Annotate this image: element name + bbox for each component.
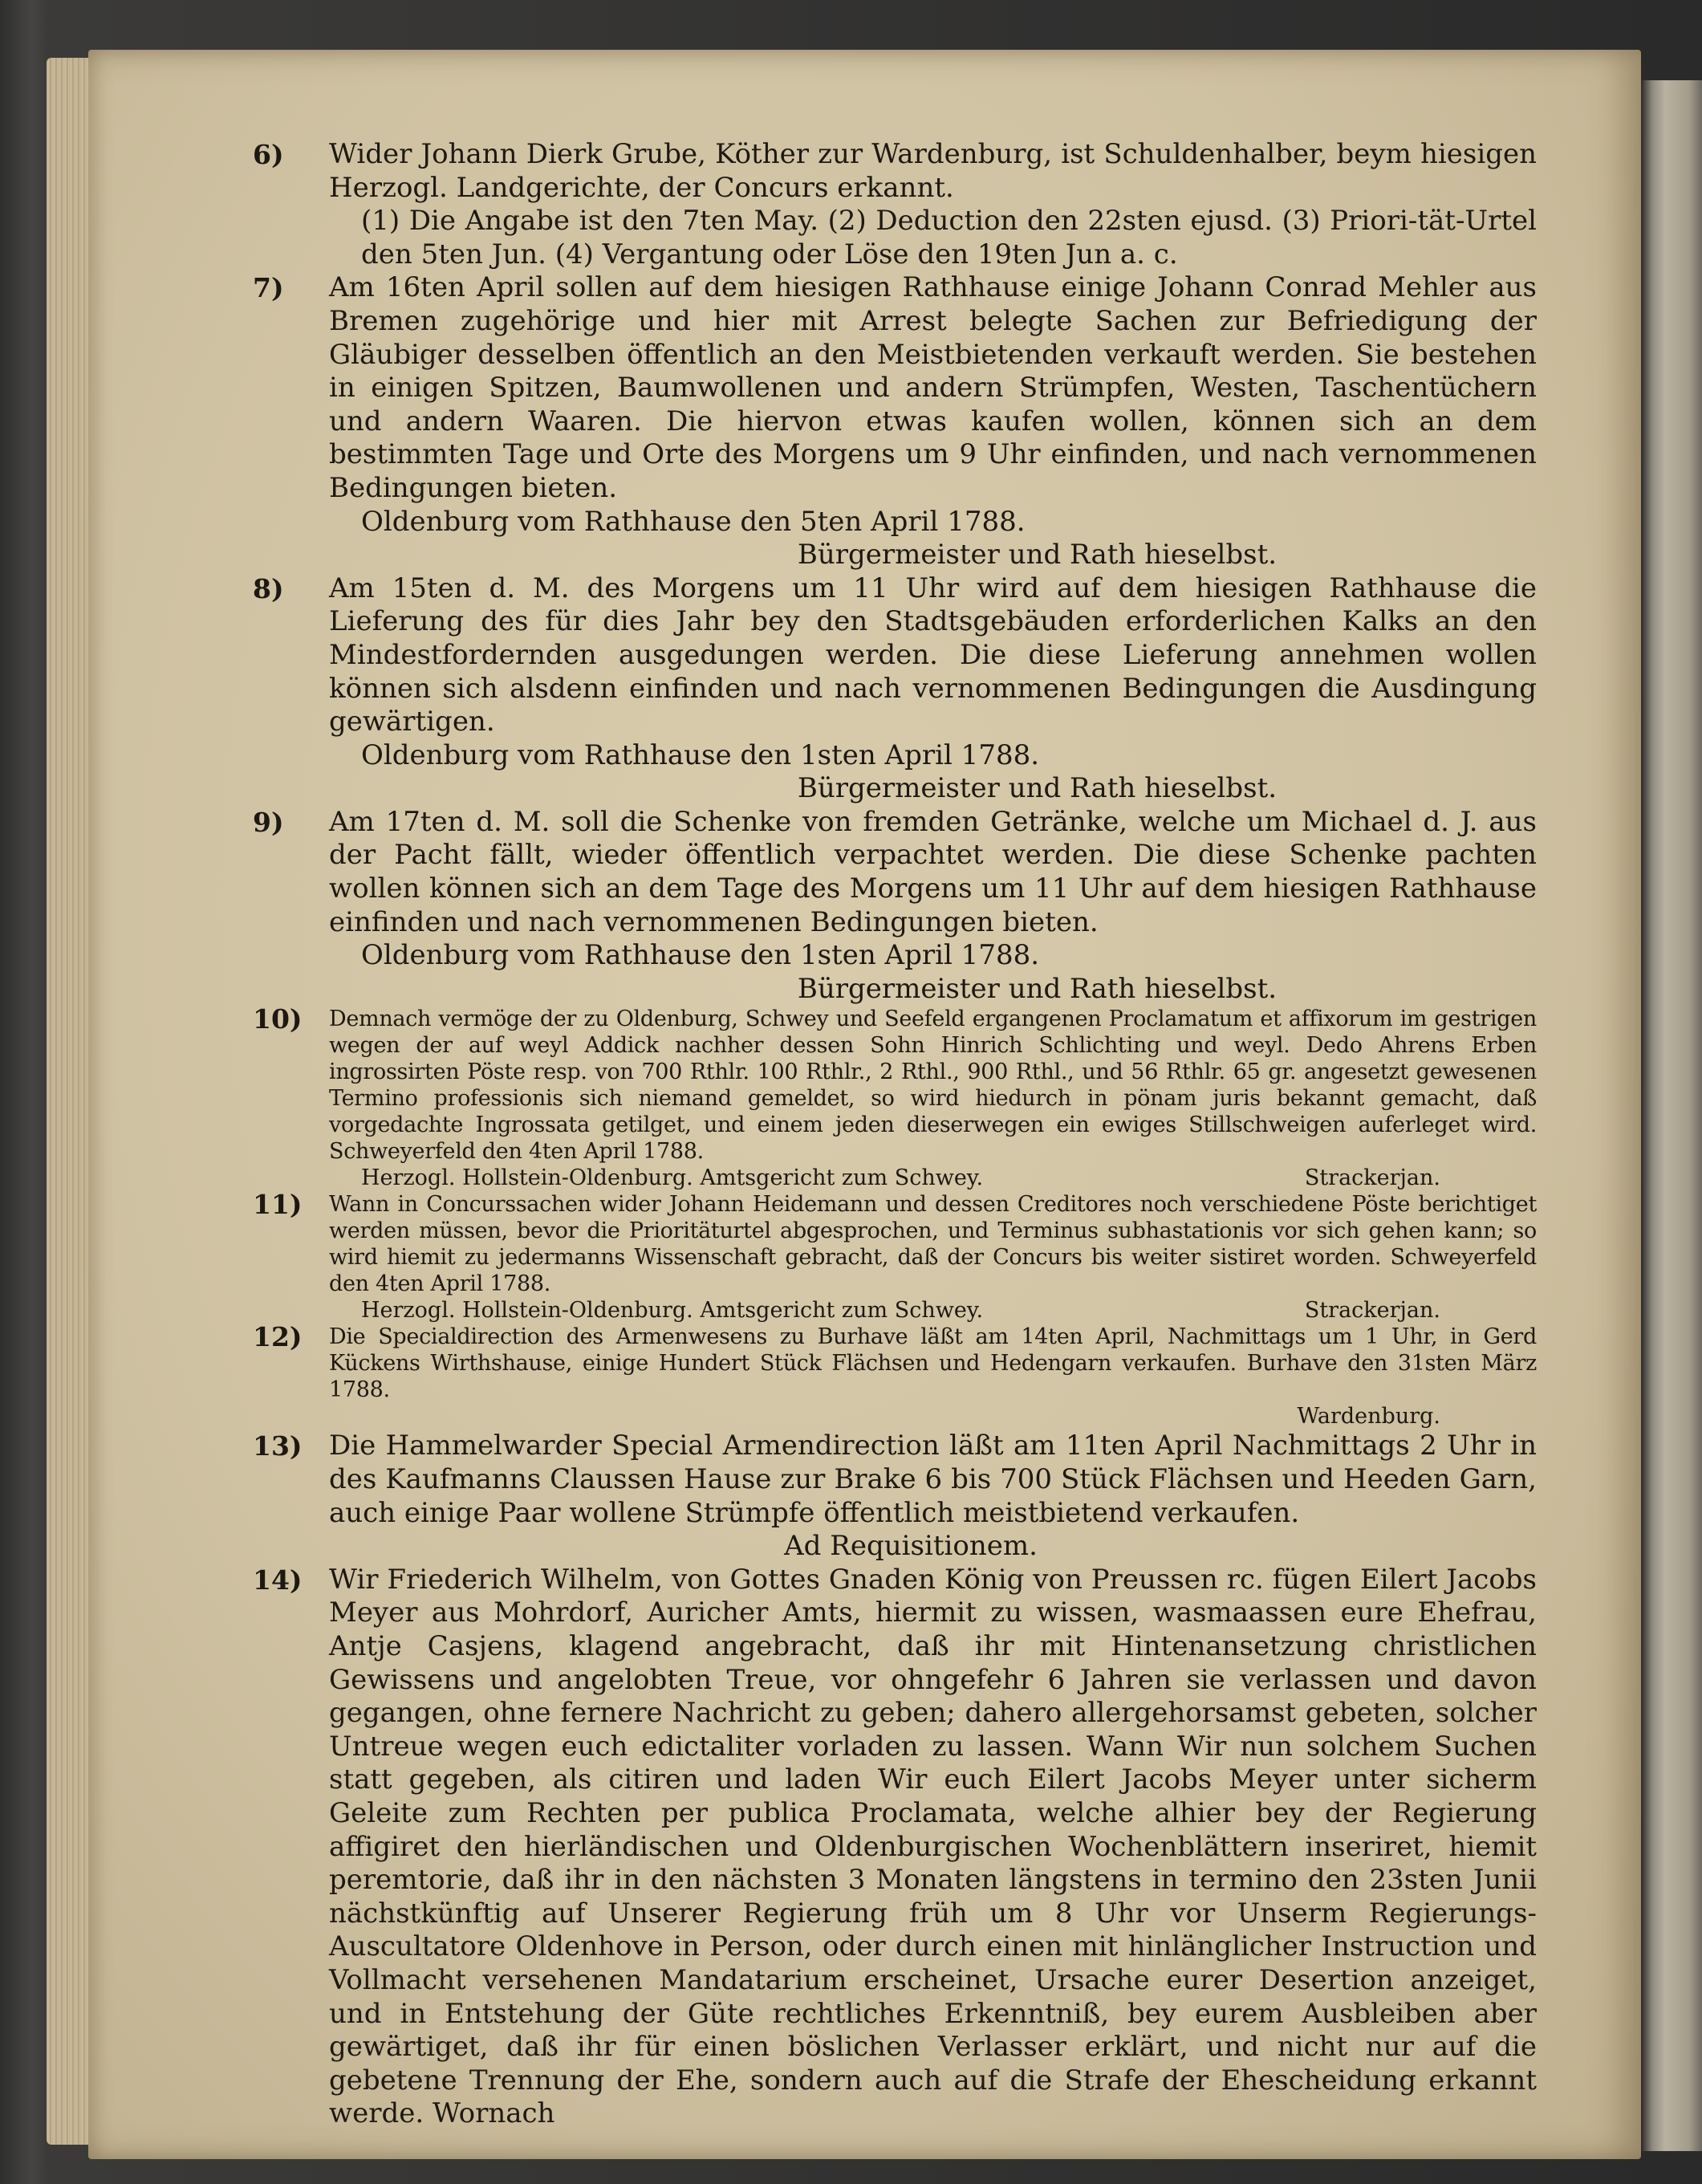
notice-6 [253, 138, 1537, 271]
notice-signatory: Strackerjan. [1304, 1298, 1440, 1324]
notice-text: Die Hammelwarder Special Armendirection läßt am 11ten April Nachmittags 2 Uhr in des Kaufmanns Claussen Hause zur Brake 6 bis 700 Stück Flächsen und Heeden Garn, auch einige Paar wollene Strümpfe öffentlich meistbietend verkaufen. [329, 1430, 1537, 1529]
notice-signatory: Wardenburg. [1297, 1404, 1440, 1430]
notice-12 [253, 1321, 1537, 1430]
notice-text: Die Specialdirection des Armenwesens zu Burhave läßt am 14ten April, Nachmittags um 1 Uhr, in Gerd Kückens Wirthshause, einige Hundert Stück Flächsen und Hedengarn verkaufen. Burhave den 31sten März 1788. [329, 1324, 1537, 1403]
notice-number: 6) [253, 139, 284, 170]
notice-signature: Bürgermeister und Rath hieselbst. [797, 539, 1278, 571]
notice-number: 12) [253, 1321, 303, 1353]
notice-10 [253, 1003, 1537, 1191]
section-heading: Ad Requisitionem. [784, 1530, 1038, 1563]
notice-7 [253, 271, 1537, 571]
notice-number: 10) [253, 1003, 303, 1035]
notice-text: Wann in Concurssachen wider Johann Heidemann und dessen Creditores noch verschiedene Pöste berichtiget werden müssen, bevor die Prioritäturtel abgesprochen, und Terminus subhastationis vor sich gehen kann; so wird hiemit zu jedermanns Wissenschaft gebracht, daß der Concurs bis weiter sistiret worden. Schweyerfeld den 4ten April 1788. [329, 1192, 1537, 1297]
notice-text: Wir Friederich Wilhelm, von Gottes Gnaden König von Preussen rc. fügen Eilert Jacobs Meyer aus Mohrdorf, Auricher Amts, hiermit zu wissen, wasmaassen eure Ehefrau, Antje Casjens, klagend angebracht, daß ihr mit Hintenansetzung christlichen Gewissens und angelobten Treue, vor ohngefehr 6 Jahren sie verlassen und davon gegangen, ohne fernere Nachricht zu geben; dahero allergehorsamst gebeten, solcher Untreue wegen euch edictaliter vorladen zu lassen. Wann Wir nun solchem Suchen statt gegeben, als citiren und laden Wir euch Eilert Jacobs Meyer unter sicherm Geleite zum Rechten per publica Proclamata, welche alhier bey der Regierung affigiret den hierländischen und Oldenburgischen Wochenblättern inseriret, hiemit peremtorie, daß ihr in den nächsten 3 Monaten längstens in termino den 23sten Junii nächstkünftig auf Unserer Regierung früh um 8 Uhr vor Unserm Regierungs-Auscultatore Oldenhove in Person, oder durch einen mit hinlänglicher Instruction und Vollmacht versehenen Mandatarium erscheinet, Ursache eurer Desertion anzeiget, und in Entstehung der Güte rechtliches Erkenntniß, bey eurem Ausbleiben aber gewärtiget, daß ihr für einen böslichen Verlasser erklärt, und nicht nur auf die gebetene Trennung der Ehe, sondern auch auf die Strafe der Ehescheidung erkannt werde. Wornach [329, 1563, 1537, 2130]
notice-text: Wider Johann Dierk Grube, Köther zur Wardenburg, ist Schuldenhalber, beym hiesigen Herzogl. Landgerichte, der Concurs erkannt. [329, 138, 1537, 204]
notice-place-date: Oldenburg vom Rathhause den 1sten April 1788. [361, 939, 1040, 972]
notice-authority: Herzogl. Hollstein-Oldenburg. Amtsgericht zum Schwey. [361, 1298, 984, 1324]
notice-place-date: Oldenburg vom Rathhause den 1sten April 1788. [361, 738, 1040, 771]
notice-signatory: Strackerjan. [1304, 1165, 1440, 1191]
notice-8 [253, 572, 1537, 806]
notice-text: Am 17ten d. M. soll die Schenke von fremden Getränke, welche um Michael d. J. aus der Pacht fällt, wieder öffentlich verpachtet werden. Die diese Schenke pachten wollen können sich an dem Tage des Morgens um 11 Uhr auf dem hiesigen Rathhause einfinden und nach vernommenen Bedingungen bieten. [329, 805, 1537, 938]
notice-signature: Bürgermeister und Rath hieselbst. [797, 972, 1278, 1005]
notice-signature-row [329, 1297, 1537, 1324]
notice-signature-row [329, 1165, 1537, 1191]
notice-schedule: (1) Die Angabe ist den 7ten May. (2) Deduction den 22sten ejusd. (3) Priori-tät-Urtel den 5ten Jun. (4) Vergantung oder Löse den 19ten Jun a. c. [361, 205, 1537, 270]
facing-page-edge [1641, 80, 1702, 2151]
notice-text: Am 16ten April sollen auf dem hiesigen Rathhause einige Johann Conrad Mehler aus Bremen zugehörige und hier mit Arrest belegte Sachen zur Befriedigung der Gläubiger desselben öffentlich an den Meistbietenden verkauft werden. Sie bestehen in einigen Spitzen, Baumwollenen und andern Strümpfen, Westen, Taschentüchern und andern Waaren. Die hiervon etwas kaufen wollen, können sich an dem bestimmten Tage und Orte des Morgens um 9 Uhr einfinden, und nach vernommenen Bedingungen bieten. [329, 271, 1537, 504]
notice-14 [253, 1564, 1537, 2131]
notice-signature-row [329, 1403, 1537, 1430]
notice-number: 7) [253, 272, 284, 304]
notice-signature: Bürgermeister und Rath hieselbst. [797, 772, 1278, 805]
notice-text: Demnach vermöge der zu Oldenburg, Schwey und Seefeld ergangenen Proclamatum et affixorum im gestrigen wegen der auf weyl Addick nachher dessen Sohn Hinrich Schlichting und weyl. Dedo Ahrens Erben ingrossirten Pöste resp. von 700 Rthlr. 100 Rthlr., 2 Rthl., 900 Rthl., und 56 Rthlr. 65 gr. angesetzt gewesenen Termino professionis sich niemand gemeldet, so wird hiedurch in pönam juris bekannt gemacht, daß vorgedachte Ingrossata getilget, und einem jeden dieserwegen ein ewiges Stillschweigen auferleget wird. Schweyerfeld den 4ten April 1788. [329, 1007, 1537, 1165]
notice-authority: Herzogl. Hollstein-Oldenburg. Amtsgericht zum Schwey. [361, 1165, 984, 1191]
notice-number: 14) [253, 1564, 303, 1596]
notice-number: 8) [253, 572, 284, 604]
notice-number: 11) [253, 1189, 303, 1221]
page-text [253, 138, 1537, 2131]
notice-text: Am 15ten d. M. des Morgens um 11 Uhr wird auf dem hiesigen Rathhause die Lieferung des für dies Jahr bey den Stadtsgebäuden erforderlichen Kalks an den Mindestfordernden ausgedungen werden. Die diese Lieferung annehmen wollen können sich alsdenn einfinden und nach vernommenen Bedingungen die Ausdingung gewärtigen. [329, 571, 1537, 738]
notice-number: 13) [253, 1430, 303, 1462]
notice-place-date: Oldenburg vom Rathhause den 5ten April 1788. [361, 505, 1026, 538]
notice-9 [253, 806, 1537, 1007]
notice-13 [253, 1430, 1537, 1530]
notice-number: 9) [253, 806, 284, 838]
notice-11 [253, 1191, 1537, 1324]
